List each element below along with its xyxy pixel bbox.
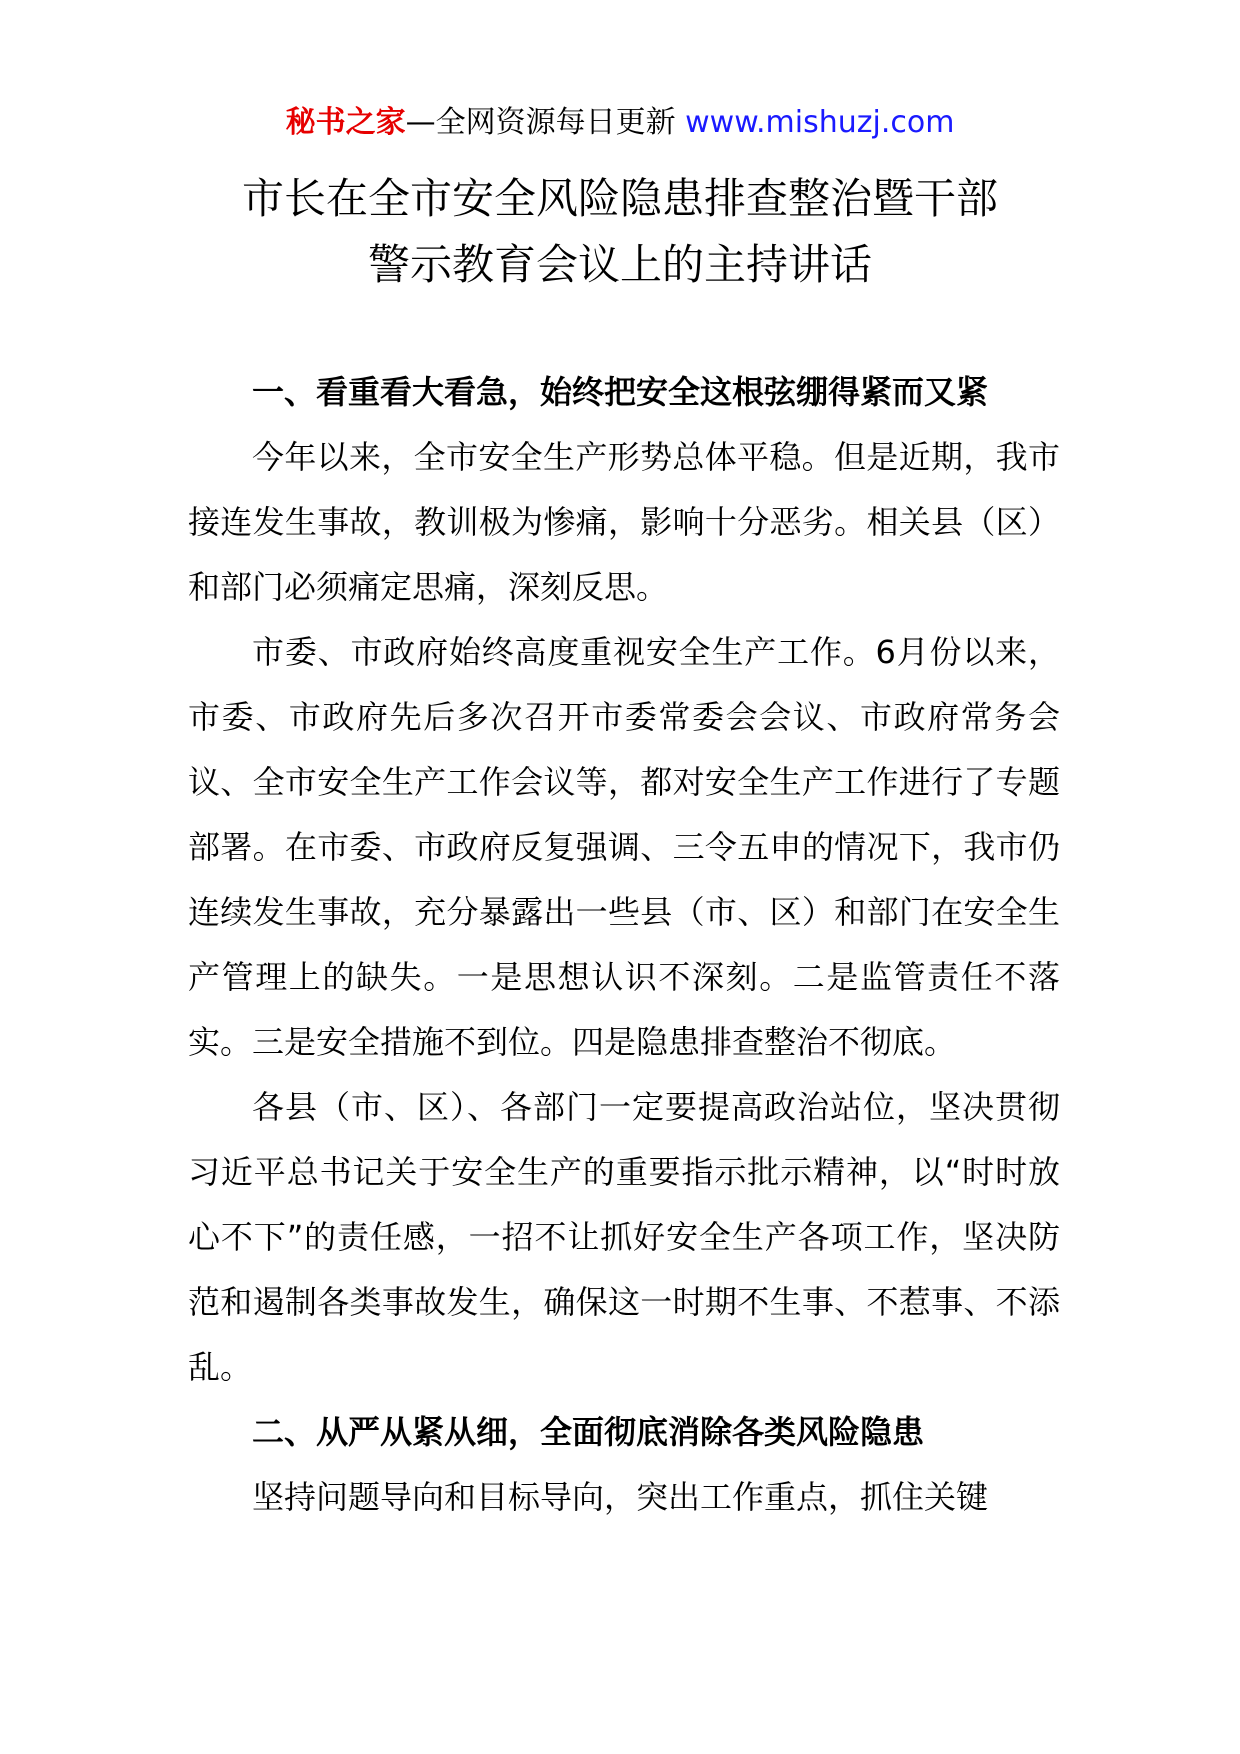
brand-name: 秘书之家 — [285, 105, 406, 140]
title-line-1: 市长在全市安全风险隐患排查整治暨干部 — [241, 174, 998, 223]
site-url[interactable]: www.mishuzj.com — [685, 105, 955, 140]
title-line-2: 警示教育会议上的主持讲话 — [367, 240, 872, 289]
section-heading-1: 一、看重看大看急，始终把安全这根弦绷得紧而又紧 — [252, 373, 989, 411]
document-title — [0, 166, 1240, 298]
site-header — [0, 100, 1240, 146]
body-paragraph-3: 各县（市、区）、各部门一定要提高政治站位，坚决贯彻习近平总书记关于安全生产的重要指示批示精神，以“时时放心不下”的责任感，一招不让抓好安全生产各项工作，坚决防范和遏制各类事故发生，确保这一时期不生事、不惹事、不添乱。 — [188, 1088, 1060, 1386]
body-paragraph-4: 坚持问题导向和目标导向，突出工作重点，抓住关键 — [252, 1478, 989, 1516]
section-heading-2: 二、从严从紧从细，全面彻底消除各类风险隐患 — [252, 1413, 925, 1451]
header-tagline: —全网资源每日更新 — [405, 105, 676, 140]
document-body — [188, 360, 1060, 1530]
body-paragraph-2: 市委、市政府始终高度重视安全生产工作。6月份以来，市委、市政府先后多次召开市委常委会会议、市政府常务会议、全市安全生产工作会议等，都对安全生产工作进行了专题部署。在市委、市政府反复强调、三令五申的情况下，我市仍连续发生事故，充分暴露出一些县（市、区）和部门在安全生产管理上的缺失。一是思想认识不深刻。二是监管责任不落实。三是安全措施不到位。四是隐患排查整治不彻底。 — [188, 633, 1060, 1061]
body-paragraph-1: 今年以来，全市安全生产形势总体平稳。但是近期，我市接连发生事故，教训极为惨痛，影响十分恶劣。相关县（区）和部门必须痛定思痛，深刻反思。 — [188, 438, 1060, 606]
